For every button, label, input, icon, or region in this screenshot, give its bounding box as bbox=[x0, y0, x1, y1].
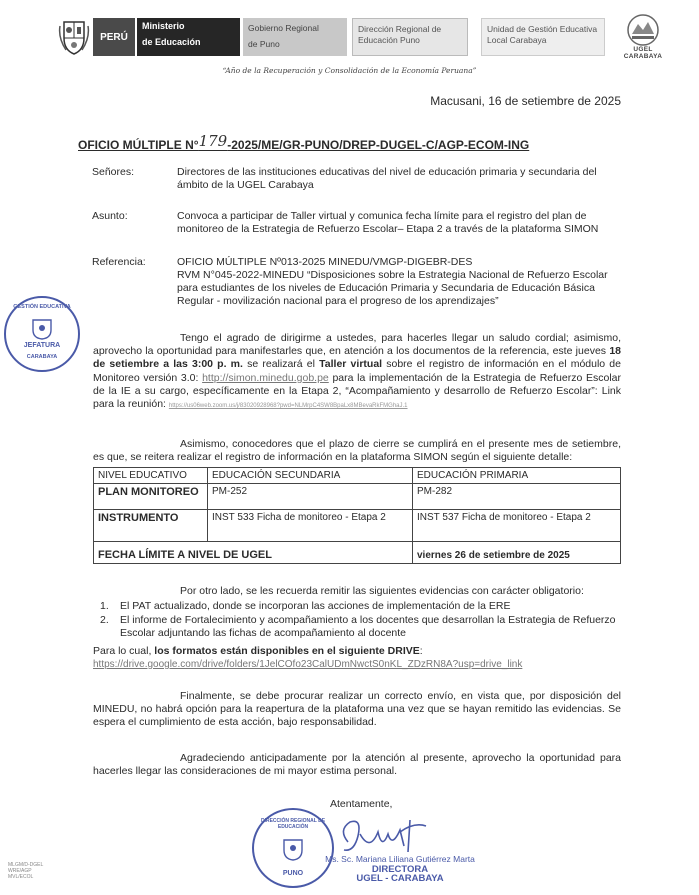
table-header-primaria: EDUCACIÓN PRIMARIA bbox=[413, 468, 621, 484]
table-row bbox=[94, 510, 621, 542]
dre-line1: Dirección Regional de bbox=[358, 24, 442, 34]
table-row bbox=[94, 484, 621, 510]
referencia-line3: para estudiantes de los niveles de Educación Primaria y Secundaria de Educación Básica bbox=[177, 282, 595, 294]
body-paragraph-2: Asimismo, conocedores que el plazo de cierre se cumplirá en el presente mes de setiembre, es que, se reitera realizar el registro de información en la plataforma SIMON según el siguiente detalle: bbox=[93, 438, 621, 464]
drive-a: Para lo cual, bbox=[93, 645, 155, 657]
stamp-bottom-bottom: PUNO bbox=[282, 870, 304, 877]
signature-block bbox=[325, 854, 475, 884]
dre-box bbox=[352, 18, 468, 56]
closing-text: Atentamente, bbox=[330, 798, 393, 810]
table-cell-pm-secundaria: PM-252 bbox=[208, 484, 413, 510]
ministerio-line2: de Educación bbox=[142, 37, 201, 47]
table-header-secundaria: EDUCACIÓN SECUNDARIA bbox=[208, 468, 413, 484]
list-number: 2. bbox=[100, 614, 109, 626]
body1-c: se realizará el bbox=[242, 358, 320, 371]
footer-line1: MLGM/D-DGEL bbox=[8, 862, 44, 868]
stamp-shield-icon bbox=[281, 838, 305, 862]
stamp-bottom-top: DIRECCIÓN REGIONAL DE EDUCACIÓN bbox=[260, 818, 326, 830]
table-cell-fecha-value: viernes 26 de setiembre de 2025 bbox=[413, 542, 621, 564]
oficio-suffix: -2025/ME/GR-PUNO/DREP-DUGEL-C/AGP-ECOM-ING bbox=[227, 138, 530, 152]
direccion-regional-stamp bbox=[252, 808, 334, 888]
list-text: El PAT actualizado, donde se incorporan las acciones de implementación de la ERE bbox=[120, 600, 511, 612]
asunto-line2: monitoreo de la Estrategia de Refuerzo Escolar– Etapa 2 a través de la plataforma SIMON bbox=[177, 223, 599, 235]
oficio-number: 179 bbox=[198, 132, 228, 150]
asunto-line1: Convoca a participar de Taller virtual y comunica fecha límite para el registro del plan de bbox=[177, 210, 587, 222]
stamp-left-top: GESTIÓN EDUCATIVA bbox=[13, 304, 71, 310]
senores-line1: Directores de las instituciones educativas del nivel de educación primaria y secundaria del bbox=[177, 166, 597, 178]
dre-line2: Educación Puno bbox=[358, 35, 420, 45]
footer-line3: MVL/ECOL bbox=[8, 874, 34, 880]
peru-label: PERÚ bbox=[93, 18, 135, 56]
gobierno-regional-box bbox=[243, 18, 347, 56]
drive-c: : bbox=[419, 645, 423, 657]
referencia-line2: RVM N°045-2022-MINEDU “Disposiciones sobre la Estrategia Nacional de Refuerzo Escolar bbox=[177, 269, 608, 281]
drive-url-container bbox=[93, 659, 522, 670]
ugel-line1: Unidad de Gestión Educativa bbox=[487, 24, 598, 34]
table-row bbox=[94, 468, 621, 484]
table-header-nivel: NIVEL EDUCATIVO bbox=[94, 468, 208, 484]
body1-e: sobre el registro de información en el módulo de Monitoreo versión 3.0: bbox=[93, 358, 621, 384]
list-text-line2: Escolar adjuntando las fichas de acompañamiento al docente bbox=[120, 627, 407, 639]
senores-text bbox=[177, 166, 617, 192]
referencia-label: Referencia: bbox=[92, 256, 146, 268]
drive-line bbox=[93, 645, 423, 658]
list-number: 1. bbox=[100, 600, 109, 612]
asunto-label: Asunto: bbox=[92, 210, 128, 222]
body-paragraph-4: Finalmente, se debe procurar realizar un correcto envío, en vista que, por disposición del MINEDU, no habrá opción para la reapertura de la plataforma una vez que se hayan remitido las evidencias. Se espera el cumplimiento de esta acción, bajo responsabilidad. bbox=[93, 690, 621, 729]
body1-d: Taller virtual bbox=[319, 358, 383, 371]
oficio-prefix: OFICIO MÚLTIPLE N° bbox=[78, 138, 199, 152]
ministerio-box bbox=[137, 18, 240, 56]
referencia-text bbox=[177, 256, 617, 308]
zoom-link[interactable]: https://us06web.zoom.us/j/83020928968?pwd=NLMrpC4SW8BpaLx8MBevaRkFMGhaJ.1 bbox=[168, 403, 408, 410]
body-paragraph-1 bbox=[93, 332, 621, 413]
signature-role: DIRECTORA bbox=[371, 863, 429, 875]
body-paragraph-3: Por otro lado, se les recuerda remitir las siguientes evidencias con carácter obligatorio: bbox=[180, 585, 584, 597]
footer-initials bbox=[8, 862, 43, 880]
body-paragraph-5: Agradeciendo anticipadamente por la atención al presente, aprovecho la oportunidad para hacerles llegar las consideraciones de mi mayor estima personal. bbox=[93, 752, 621, 778]
body1-f: para la implementación de la Estrategia de Refuerzo Escolar de la IE a su cargo, específicamente en la Etapa 2, “Acompañamiento y desarrollo de Refuerzo Escolar”: Link para la reunión: bbox=[93, 371, 621, 411]
oficio-title bbox=[78, 132, 530, 153]
table-cell-pm-primaria: PM-282 bbox=[413, 484, 621, 510]
detail-table bbox=[93, 467, 621, 564]
table-cell-inst-primaria: INST 537 Ficha de monitoreo - Etapa 2 bbox=[413, 510, 621, 542]
senores-line2: ámbito de la UGEL Carabaya bbox=[177, 179, 314, 191]
senores-label: Señores: bbox=[92, 166, 135, 178]
peru-coat-of-arms bbox=[58, 16, 90, 56]
ugel-logo-text: UGEL CARABAYA bbox=[623, 46, 663, 60]
footer-line2: WRE/AGP bbox=[8, 868, 32, 874]
table-cell-plan: PLAN MONITOREO bbox=[94, 484, 208, 510]
table-row bbox=[94, 542, 621, 564]
ugel-box bbox=[481, 18, 605, 56]
document-date: Macusani, 16 de setiembre de 2025 bbox=[430, 94, 621, 108]
stamp-left-bottom: CARABAYA bbox=[26, 354, 58, 360]
simon-link[interactable]: http://simon.minedu.gob.pe bbox=[202, 371, 329, 384]
list-text-line1: El informe de Fortalecimiento y acompañamiento a los docentes que desarrollan la Estrategia de Refuerzo bbox=[120, 614, 616, 626]
gobierno-line2: de Puno bbox=[248, 39, 280, 49]
asunto-text bbox=[177, 210, 617, 236]
ugel-logo bbox=[618, 10, 668, 60]
table-cell-instrumento: INSTRUMENTO bbox=[94, 510, 208, 542]
table-cell-inst-secundaria: INST 533 Ficha de monitoreo - Etapa 2 bbox=[208, 510, 413, 542]
referencia-line1: OFICIO MÚLTIPLE Nº013-2025 MINEDU/VMGP-DIGEBR-DES bbox=[177, 256, 473, 268]
gestion-educativa-stamp bbox=[4, 296, 80, 372]
signature-org: UGEL - CARABAYA bbox=[356, 873, 444, 884]
ugel-line2: Local Carabaya bbox=[487, 35, 547, 45]
drive-link[interactable]: https://drive.google.com/drive/folders/1JelCOfo23CalUDmNwctS0nKL_ZDzRN8A?usp=drive_link bbox=[93, 659, 523, 670]
referencia-line4: Regular - movilización nacional para el progreso de los aprendizajes” bbox=[177, 295, 499, 307]
year-motto: “Año de la Recuperación y Consolidación de la Economía Peruana” bbox=[222, 66, 477, 75]
body1-b: 18 de setiembre a las 3:00 p. m. bbox=[93, 345, 621, 371]
body1-a: Tengo el agrado de dirigirme a ustedes, para hacerles llegar un saludo cordial; asimismo, aprovecho la oportunidad para manifestarles que, en atención a los documentos de la referencia, este jueves bbox=[93, 332, 621, 358]
drive-b: los formatos están disponibles en el siguiente DRIVE bbox=[154, 645, 420, 657]
table-cell-fecha-label: FECHA LÍMITE A NIVEL DE UGEL bbox=[94, 542, 413, 564]
stamp-emblem-icon bbox=[29, 318, 55, 340]
signature-name: Ms. Sc. Mariana Liliana Gutiérrez Marta bbox=[325, 854, 475, 864]
gobierno-line1: Gobierno Regional bbox=[248, 23, 319, 33]
ministerio-line1: Ministerio bbox=[142, 21, 185, 31]
stamp-left-mid: JEFATURA bbox=[23, 342, 61, 349]
